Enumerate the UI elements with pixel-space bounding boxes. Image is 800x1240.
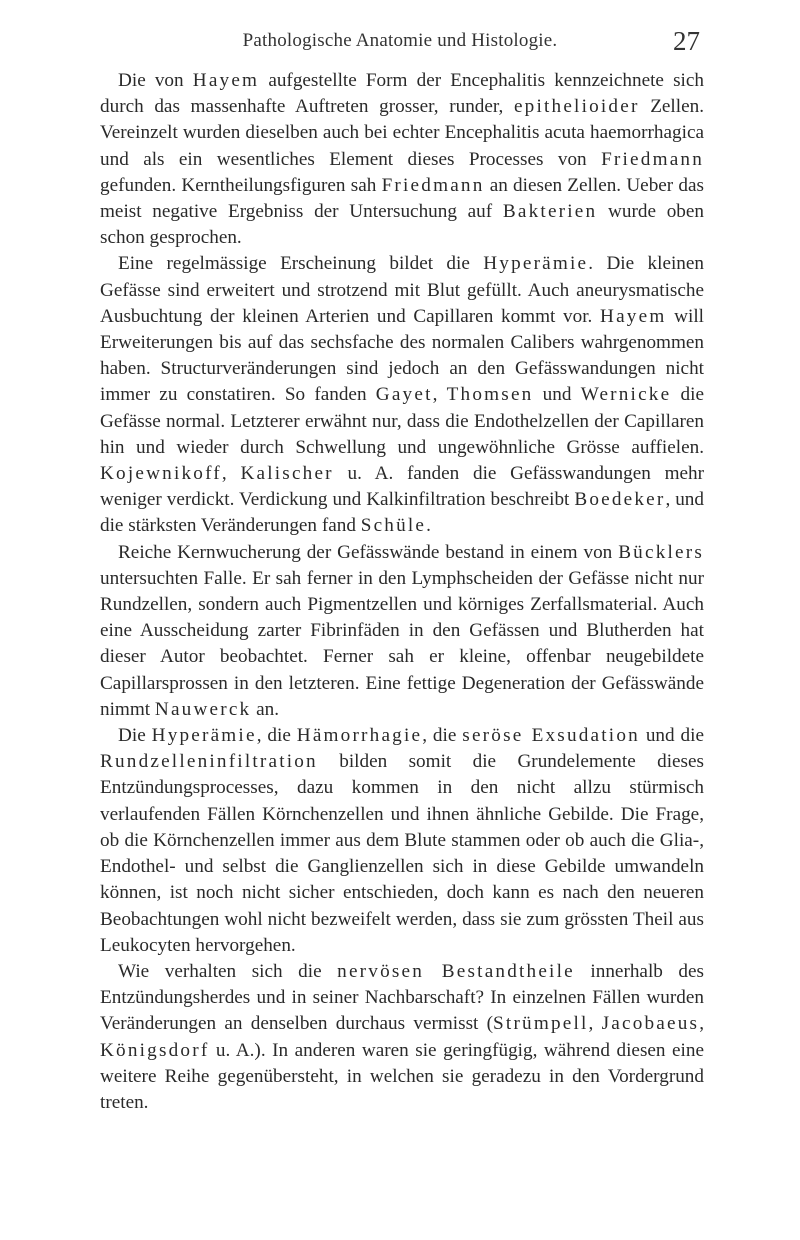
spaced-name: Nauwerck: [154, 698, 252, 720]
text-run: Eine regelmässige Erscheinung bildet die: [118, 253, 484, 275]
text-run: ,: [432, 384, 447, 406]
spaced-name: seröse Exsudation: [462, 725, 640, 747]
text-run: an diesen Zellen. Ueber das meist negative Ergebniss der Untersuchung auf: [100, 174, 704, 223]
spaced-name: Bücklers: [618, 541, 704, 563]
text-run: gefunden. Kerntheilungsfiguren sah: [100, 174, 382, 196]
running-head: [100, 28, 700, 56]
text-run: will Erweiterungen bis auf das sechsfache des normalen Calibers wahrgenommen haben. Structurveränderungen sind jedoch an den Gefässwandungen nicht immer zu constatiren. So fanden: [100, 305, 704, 406]
text-run: u. A. fanden die Gefässwandungen mehr weniger verdickt. Verdickung und Kalkinfiltration beschreibt: [100, 463, 704, 511]
paragraph: [100, 723, 704, 959]
text-run: und: [533, 384, 581, 406]
text-run: Reiche Kernwucherung der Gefässwände bestand in einem von: [118, 541, 619, 563]
page-number: 27: [673, 26, 700, 56]
text-run: untersuchten Falle. Er sah ferner in den Lymphscheiden der Gefässe nicht nur Rundzellen, sondern auch Pigmentzellen und körniges Zerfallsmaterial. Auch eine Ausscheidung zarter Fibrinfäden in den Gefässen und Blutherden hat dieser Autor beobachtet. Ferner sah er kleine, offenbar neugebildete Capillarsprossen in den letzteren. Eine fettige Degeneration der Gefässwände nimmt: [100, 567, 704, 720]
text-run: Zellen. Vereinzelt wurden dieselben auch bei echter Encephalitis acuta haemorrhagica und als ein wesentliches Element dieses Processes von: [100, 96, 704, 170]
paragraph: [100, 68, 704, 251]
text-run: , die: [256, 725, 297, 747]
text-run: bilden somit die Grundelemente dieses Entzündungsprocesses, dazu kommen in den nicht allzu stürmisch verlaufenden Fällen Körnchenzellen und ihnen ähnliche Gebilde. Die Frage, ob die Körnchenzellen immer aus dem Blute stammen oder ob auch die Glia-, Endothel- und selbst die Ganglienzellen sich in diese Gebilde umwandeln können, ist noch nicht sicher entschieden, doch kann es nach den neueren Beobachtungen wohl nicht bezweifelt werden, dass sie zum grössten Theil aus Leukocyten hervorgehen.: [100, 751, 704, 956]
running-title: Pathologische Anatomie und Histologie.: [242, 30, 558, 51]
spaced-name: Hayem: [600, 305, 667, 327]
text-run: ,: [221, 463, 241, 485]
text-run: , die: [422, 725, 463, 747]
text-run: Die von: [118, 70, 193, 91]
paragraph: [100, 540, 704, 723]
body-text: [100, 68, 704, 1116]
text-run: ,: [699, 1013, 704, 1035]
spaced-name: nervösen Bestandtheile: [337, 960, 575, 982]
spaced-name: Königsdorf: [100, 1039, 210, 1061]
spaced-name: Friedmann: [601, 148, 704, 170]
text-run: wurde oben schon gesprochen.: [100, 201, 705, 249]
text-run: u. A.). In anderen waren sie geringfügig, während diesen eine weitere Reihe gegenübersteht, in welchen sie geradezu in den Vordergrund treten.: [100, 1039, 704, 1113]
spaced-name: Hayem: [192, 70, 260, 91]
spaced-name: Rundzelleninfiltration: [100, 751, 318, 773]
spaced-name: Hyperämie: [483, 253, 589, 275]
spaced-name: Bakterien: [502, 201, 598, 223]
spaced-name: epithelioider: [513, 96, 640, 118]
text-run: ,: [588, 1013, 602, 1035]
text-run: .: [426, 515, 431, 537]
spaced-name: Hämorrhagie: [296, 725, 423, 747]
spaced-name: Kojewnikoff: [100, 463, 222, 485]
paragraph: [100, 251, 704, 539]
text-run: und die: [639, 725, 704, 747]
paragraph: [100, 959, 704, 1116]
text-run: Wie verhalten sich die: [118, 960, 338, 982]
text-run: an.: [251, 698, 280, 720]
text-run: , und die stärksten Veränderungen fand: [100, 489, 704, 537]
text-run: aufgestellte Form der Encephalitis kennzeichnete sich durch das massenhafte Auftreten grosser, runder,: [100, 70, 704, 118]
spaced-name: Thomsen: [446, 384, 534, 406]
spaced-name: Kalischer: [240, 463, 334, 485]
text-run: die Gefässe normal. Letzterer erwähnt nur, dass die Endothelzellen der Capillaren hin und wieder durch Schwellung und ungewöhnliche Grösse auffielen.: [100, 384, 704, 458]
spaced-name: Hyperämie: [151, 725, 257, 747]
spaced-name: Friedmann: [381, 174, 485, 196]
spaced-name: Schüle: [360, 515, 427, 537]
spaced-name: Gayet: [375, 384, 433, 406]
spaced-name: Wernicke: [580, 384, 672, 406]
text-run: innerhalb des Entzündungsherdes und in seiner Nachbarschaft? In einzelnen Fällen wurden Veränderungen an denselben durchaus vermisst (: [100, 960, 705, 1035]
text-run: . Die kleinen Gefässe sind erweitert und strotzend mit Blut gefüllt. Auch aneurysmatische Ausbuchtung der kleinen Arterien und Capillaren kommt vor.: [100, 253, 704, 327]
spaced-name: Boedeker: [574, 489, 666, 511]
spaced-name: Jacobaeus: [601, 1013, 700, 1035]
spaced-name: Strümpell: [493, 1013, 589, 1035]
text-run: Die: [118, 725, 152, 747]
